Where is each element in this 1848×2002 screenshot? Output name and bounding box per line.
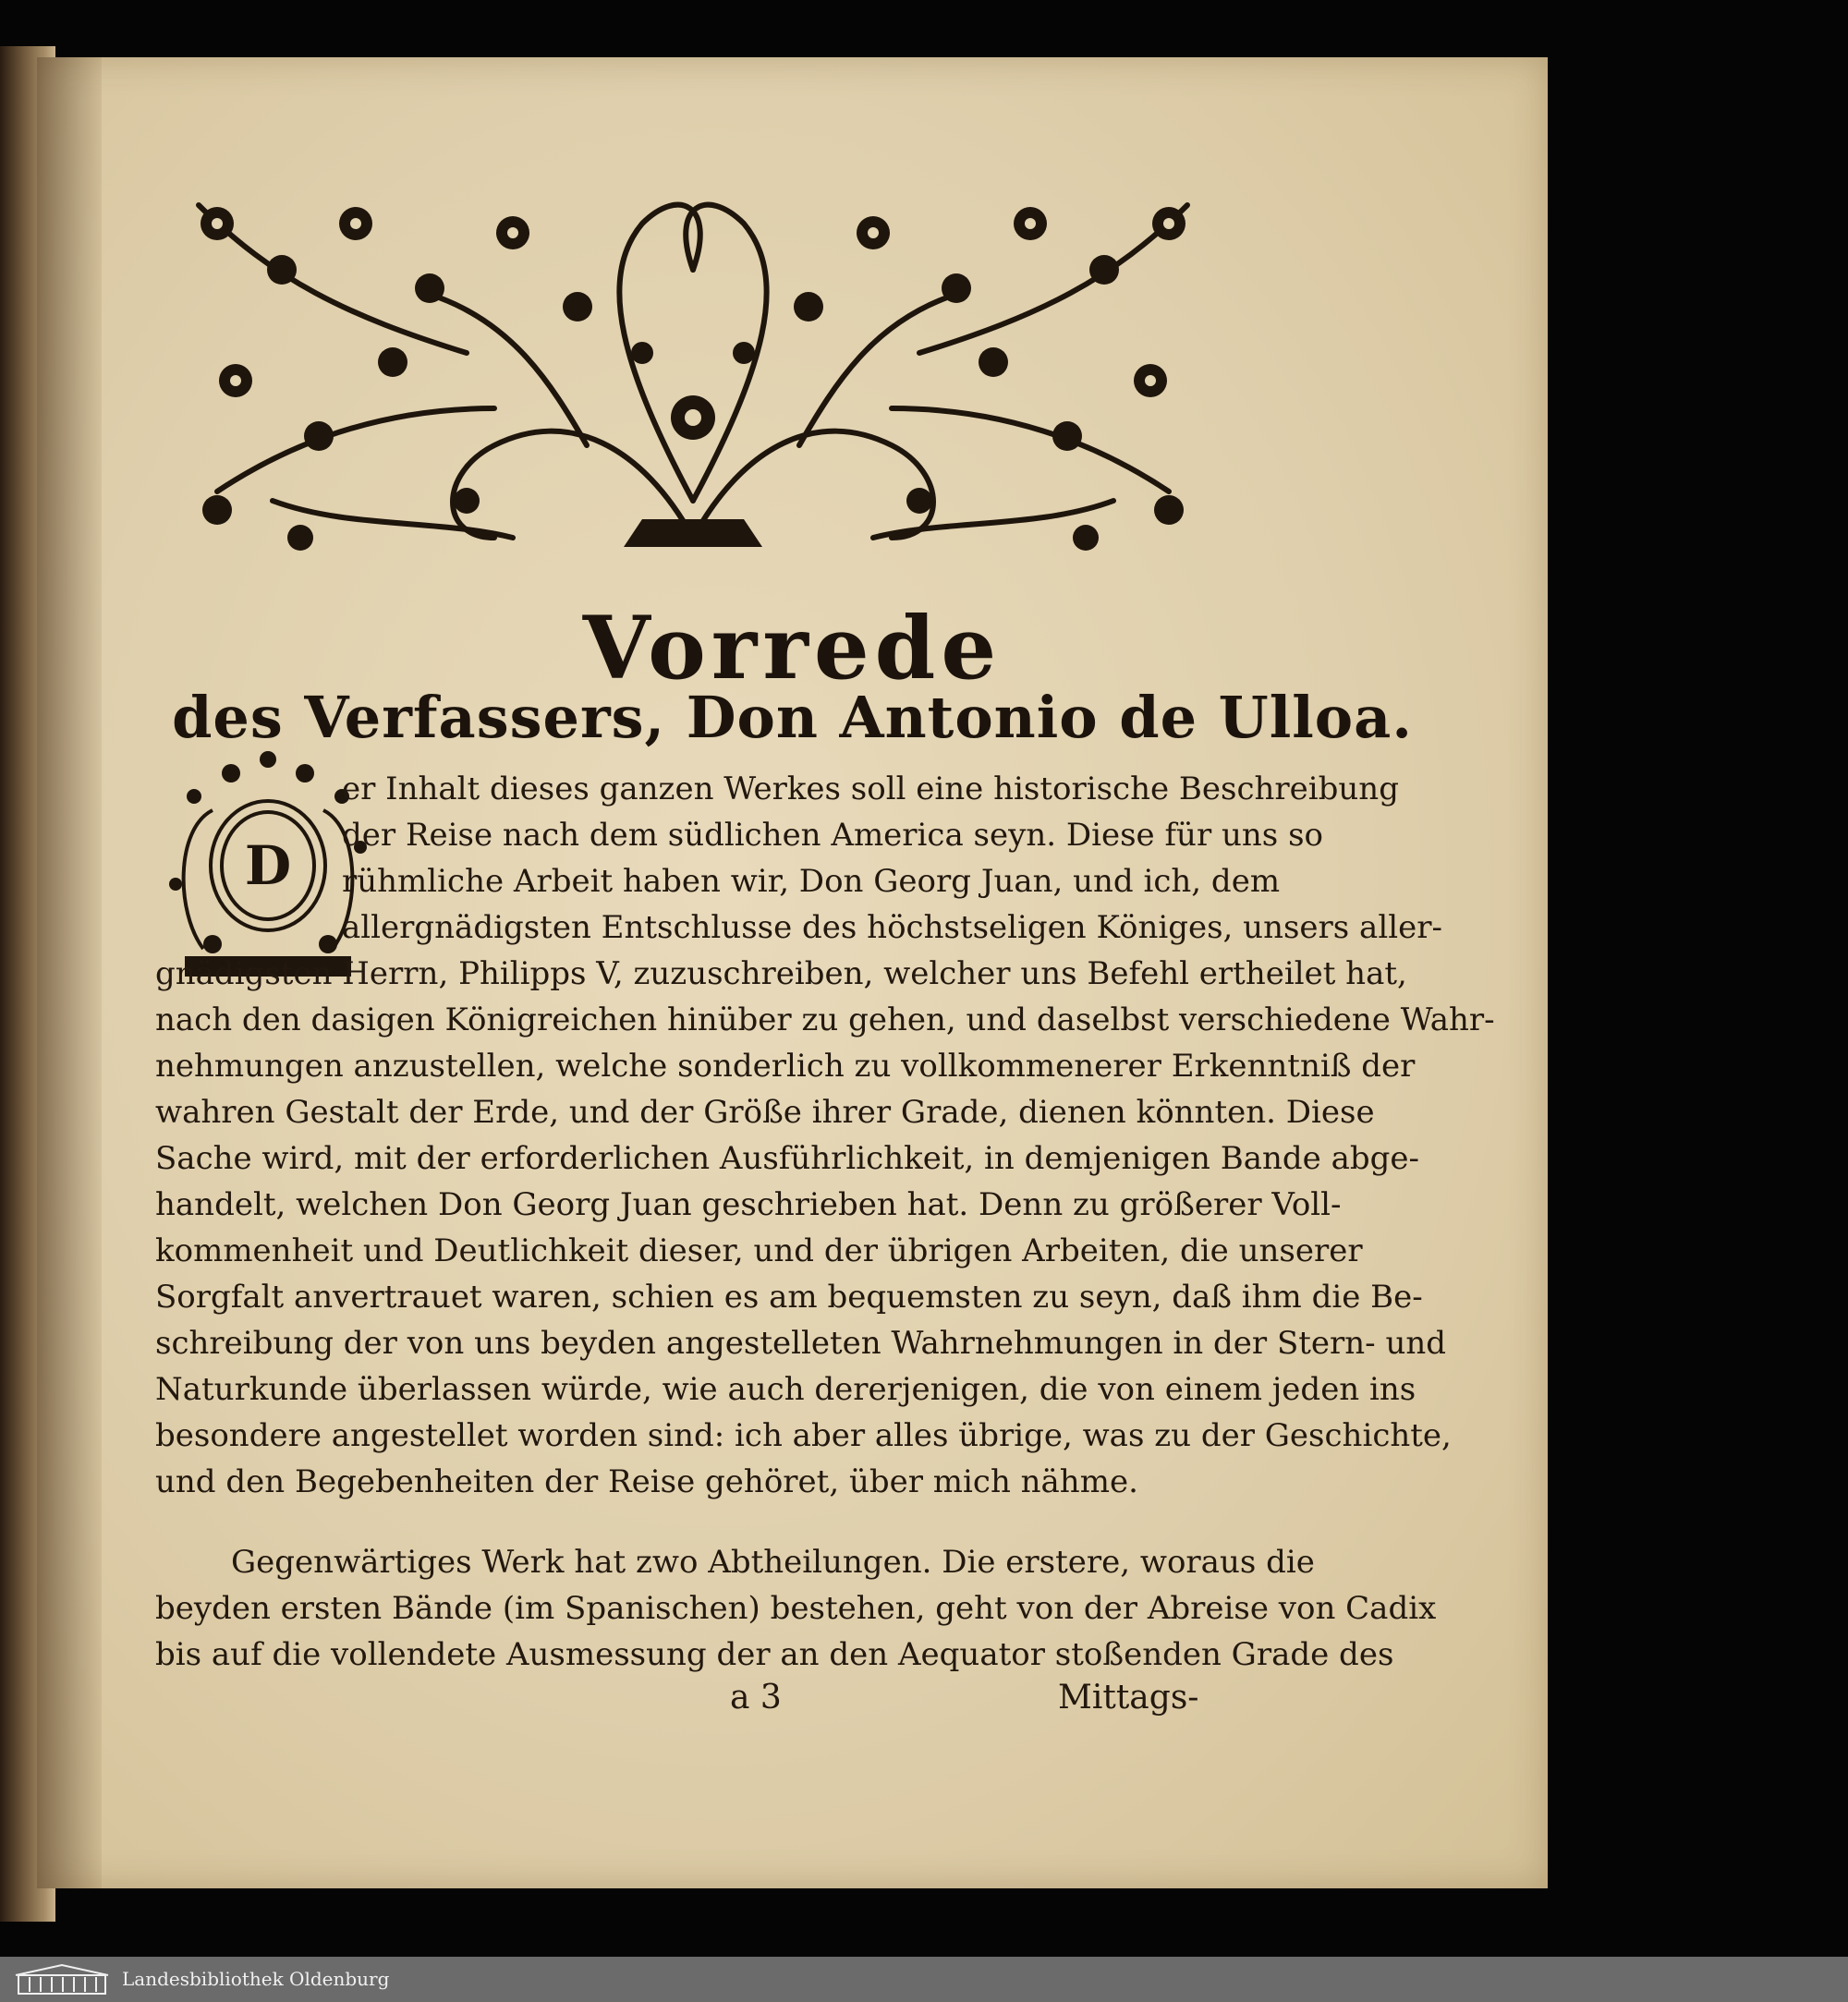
text-line: gnädigsten Herrn, Philipps V, zuzuschreiben, welcher uns Befehl ertheilet hat, [155, 955, 1407, 992]
catchword: Mittags- [1058, 1679, 1199, 1717]
text-line: bis auf die vollendete Ausmessung der an den Aequator stoßenden Grade des [155, 1636, 1394, 1673]
text-line: nach den dasigen Königreichen hinüber zu gehen, und daselbst verschiedene Wahr- [155, 1001, 1495, 1038]
library-building-icon [11, 1962, 113, 1997]
signature-mark: a 3 [730, 1679, 782, 1717]
page-subtitle: des Verfassers, Don Antonio de Ulloa. [172, 684, 1413, 751]
text-line: der Reise nach dem südlichen America seyn. Diese für uns so [342, 817, 1323, 854]
book-page [37, 57, 1548, 1888]
text-line: rühmliche Arbeit haben wir, Don Georg Juan, und ich, dem [342, 863, 1281, 900]
text-line: besondere angestellet worden sind: ich aber alles übrige, was zu der Geschichte, [155, 1417, 1452, 1454]
text-line: Naturkunde überlassen würde, wie auch dererjenigen, die von einem jeden ins [155, 1371, 1416, 1408]
library-name-label: Landesbibliothek Oldenburg [122, 1968, 390, 1990]
floral-headpiece-ornament [162, 168, 1224, 565]
text-line: schreibung der von uns beyden angestelleten Wahrnehmungen in der Stern- und [155, 1325, 1447, 1362]
text-line: Gegenwärtiges Werk hat zwo Abtheilungen. Die erstere, woraus die [231, 1544, 1315, 1581]
text-line: wahren Gestalt der Erde, und der Größe ihrer Grade, dienen könnten. Diese [155, 1094, 1375, 1131]
initial-letter: D [244, 834, 292, 897]
library-footer-bar [0, 1957, 1848, 2002]
page-gutter-shadow [37, 57, 102, 1888]
text-line: handelt, welchen Don Georg Juan geschrieben hat. Denn zu größerer Voll- [155, 1186, 1342, 1223]
text-line: kommenheit und Deutlichkeit dieser, und der übrigen Arbeiten, die unserer [155, 1232, 1363, 1269]
text-line: er Inhalt dieses ganzen Werkes soll eine historische Beschreibung [342, 770, 1399, 807]
text-line: Sache wird, mit der erforderlichen Ausführlichkeit, in demjenigen Bande abge- [155, 1140, 1419, 1177]
text-line: Sorgfalt anvertrauet waren, schien es am bequemsten zu seyn, daß ihm die Be- [155, 1279, 1423, 1316]
text-line: beyden ersten Bände (im Spanischen) bestehen, geht von der Abreise von Cadix [155, 1590, 1437, 1627]
page-title: Vorrede [582, 598, 1003, 699]
text-line: allergnädigsten Entschlusse des höchstseligen Königes, unsers aller- [342, 909, 1442, 946]
text-line: und den Begebenheiten der Reise gehöret, über mich nähme. [155, 1463, 1138, 1500]
text-line: nehmungen anzustellen, welche sonderlich zu vollkommenerer Erkenntniß der [155, 1048, 1416, 1085]
